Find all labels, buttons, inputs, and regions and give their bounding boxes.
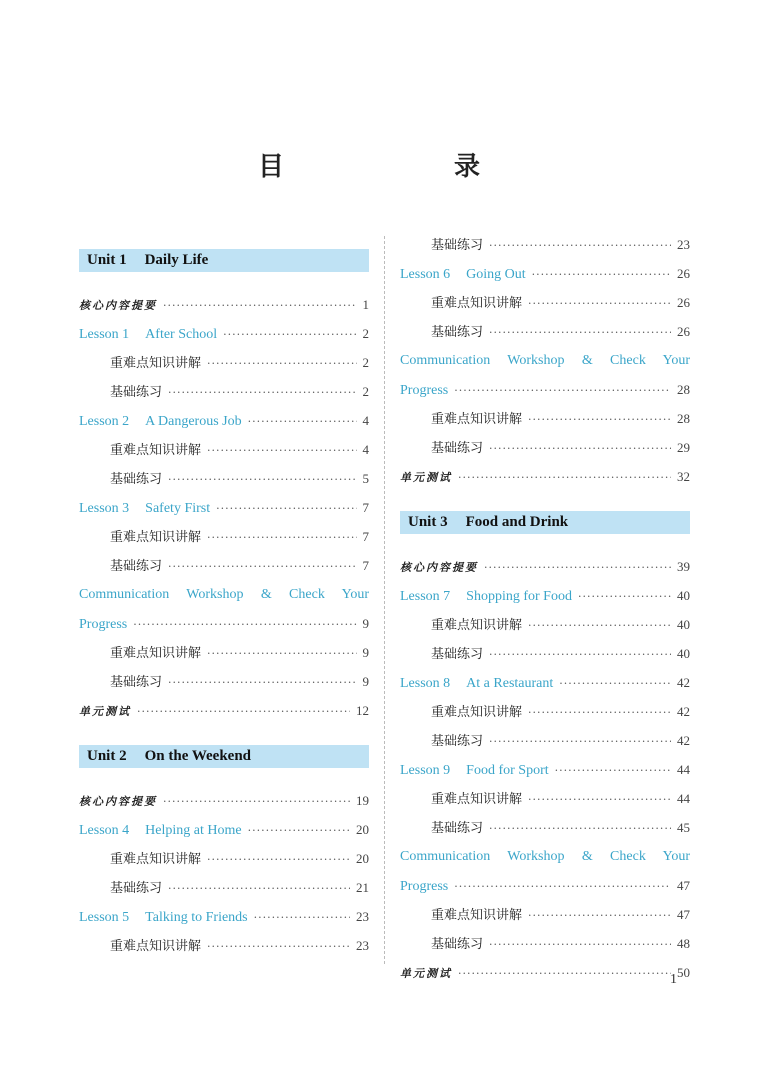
entry-page: 47 <box>677 907 690 922</box>
toc-entry-lesson-2[interactable] <box>79 406 369 435</box>
entry-page: 9 <box>362 645 369 660</box>
entry-label: 基础练习 <box>110 559 163 574</box>
leader-dots <box>489 930 671 958</box>
toc-entry-communication-workshop-cont[interactable] <box>400 871 690 900</box>
leader-dots <box>532 260 671 288</box>
leader-dots <box>207 932 350 960</box>
leader-dots <box>163 291 357 319</box>
toc-right-column <box>400 230 690 987</box>
toc-entry-communication-workshop[interactable] <box>79 580 369 609</box>
entry-page: 29 <box>677 440 690 455</box>
entry-label: 基础练习 <box>431 441 484 456</box>
lesson-number: Lesson 7 <box>400 589 451 604</box>
entry-label-line1: Communication Workshop & Check Your <box>400 849 690 864</box>
leader-dots <box>207 436 356 464</box>
toc-entry-key-points[interactable] <box>400 900 690 929</box>
leader-dots <box>454 872 671 900</box>
entry-label: 重难点知识讲解 <box>110 852 202 867</box>
leader-dots <box>528 698 671 726</box>
unit-1-header[interactable] <box>79 249 369 272</box>
entry-label: 基础练习 <box>431 937 484 952</box>
unit-2-header[interactable] <box>79 745 369 768</box>
toc-entry-exercises[interactable] <box>400 230 690 259</box>
leader-dots <box>484 553 671 581</box>
leader-dots <box>528 405 671 433</box>
toc-entry-exercises[interactable] <box>400 929 690 958</box>
entry-page: 4 <box>362 442 369 457</box>
toc-entry-communication-workshop[interactable] <box>400 842 690 871</box>
entry-page: 26 <box>677 266 690 281</box>
entry-label: 重难点知识讲解 <box>110 530 202 545</box>
lesson-name: A Dangerous Job <box>145 414 242 429</box>
entry-page: 39 <box>677 559 690 574</box>
entry-page: 7 <box>362 529 369 544</box>
entry-label: 基础练习 <box>431 325 484 340</box>
unit-3-header[interactable] <box>400 511 690 534</box>
lesson-number: Lesson 4 <box>79 823 130 838</box>
entry-label: 基础练习 <box>431 734 484 749</box>
toc-entry-lesson-4[interactable] <box>79 815 369 844</box>
lesson-name: Food for Sport <box>466 763 549 778</box>
entry-label-line2: Progress <box>400 383 449 398</box>
entry-page: 23 <box>356 938 369 953</box>
entry-page: 5 <box>362 471 369 486</box>
entry-label: 基础练习 <box>110 385 163 400</box>
page-number: 1 <box>670 972 677 987</box>
toc-entry-summary[interactable] <box>79 786 369 815</box>
toc-entry-unit-test[interactable] <box>400 958 690 987</box>
lesson-number: Lesson 6 <box>400 267 451 282</box>
entry-label: 基础练习 <box>431 238 484 253</box>
entry-label: 重难点知识讲解 <box>431 618 523 633</box>
leader-dots <box>248 816 350 844</box>
leader-dots <box>168 465 356 493</box>
lesson-number: Lesson 1 <box>79 327 130 342</box>
leader-dots <box>248 407 357 435</box>
leader-dots <box>489 318 671 346</box>
leader-dots <box>207 523 356 551</box>
leader-dots <box>489 727 671 755</box>
unit-number: Unit 3 <box>408 514 448 530</box>
entry-page: 21 <box>356 880 369 895</box>
entry-label: 单元测试 <box>79 705 131 718</box>
toc-entry-unit-test[interactable] <box>79 696 369 725</box>
leader-dots <box>454 376 671 404</box>
entry-page: 4 <box>362 413 369 428</box>
toc-entry-key-points[interactable] <box>400 784 690 813</box>
entry-page: 42 <box>677 675 690 690</box>
toc-entry-key-points[interactable] <box>79 844 369 873</box>
leader-dots <box>168 668 356 696</box>
entry-page: 44 <box>677 791 690 806</box>
leader-dots <box>528 611 671 639</box>
unit-name: Food and Drink <box>465 514 569 530</box>
entry-page: 26 <box>677 324 690 339</box>
toc-entry-lesson-6[interactable] <box>400 259 690 288</box>
toc-entry-unit-test[interactable] <box>400 462 690 491</box>
entry-label: 核心内容提要 <box>79 795 157 808</box>
lesson-number: Lesson 2 <box>79 414 130 429</box>
entry-page: 2 <box>362 326 369 341</box>
unit-number: Unit 1 <box>87 252 127 268</box>
entry-label: 重难点知识讲解 <box>431 705 523 720</box>
entry-page: 7 <box>362 558 369 573</box>
entry-page: 45 <box>677 820 690 835</box>
entry-page: 50 <box>677 965 690 980</box>
entry-label-line1: Communication Workshop & Check Your <box>79 587 369 602</box>
toc-entry-summary[interactable] <box>400 552 690 581</box>
toc-entry-exercises[interactable] <box>400 317 690 346</box>
leader-dots <box>489 231 671 259</box>
leader-dots <box>559 669 671 697</box>
toc-entry-lesson-5[interactable] <box>79 902 369 931</box>
leader-dots <box>254 903 350 931</box>
entry-label: 基础练习 <box>431 821 484 836</box>
toc-entry-exercises[interactable] <box>79 667 369 696</box>
entry-label: 重难点知识讲解 <box>110 356 202 371</box>
lesson-name: Helping at Home <box>145 823 242 838</box>
entry-page: 40 <box>677 646 690 661</box>
leader-dots <box>528 289 671 317</box>
toc-entry-exercises[interactable] <box>400 813 690 842</box>
entry-label: 单元测试 <box>400 471 452 484</box>
leader-dots <box>168 552 356 580</box>
leader-dots <box>458 463 671 491</box>
column-divider <box>384 236 385 964</box>
entry-label: 单元测试 <box>400 967 452 980</box>
toc-entry-lesson-3[interactable] <box>79 493 369 522</box>
entry-label: 基础练习 <box>431 647 484 662</box>
toc-entry-lesson-1[interactable] <box>79 319 369 348</box>
entry-label: 核心内容提要 <box>400 561 478 574</box>
leader-dots <box>223 320 356 348</box>
toc-entry-exercises[interactable] <box>79 464 369 493</box>
entry-page: 23 <box>677 237 690 252</box>
page-title: 目 录 <box>257 152 552 182</box>
lesson-number: Lesson 8 <box>400 676 451 691</box>
entry-label: 基础练习 <box>110 675 163 690</box>
entry-label: 核心内容提要 <box>79 299 157 312</box>
toc-entry-key-points[interactable] <box>79 522 369 551</box>
leader-dots <box>489 640 671 668</box>
leader-dots <box>489 814 671 842</box>
leader-dots <box>168 874 350 902</box>
leader-dots <box>216 494 356 522</box>
toc-entry-exercises[interactable] <box>79 873 369 902</box>
toc-entry-exercises[interactable] <box>400 433 690 462</box>
leader-dots <box>489 434 671 462</box>
lesson-name: At a Restaurant <box>466 676 554 691</box>
entry-page: 9 <box>362 616 369 631</box>
entry-label-line2: Progress <box>79 617 128 632</box>
toc-entry-key-points[interactable] <box>400 404 690 433</box>
leader-dots <box>163 787 350 815</box>
lesson-name: Safety First <box>145 501 211 516</box>
entry-label: 重难点知识讲解 <box>110 443 202 458</box>
lesson-name: Shopping for Food <box>466 589 572 604</box>
lesson-number: Lesson 9 <box>400 763 451 778</box>
toc-entry-communication-workshop-cont[interactable] <box>79 609 369 638</box>
entry-page: 20 <box>356 851 369 866</box>
entry-page: 2 <box>362 384 369 399</box>
leader-dots <box>137 697 350 725</box>
entry-page: 7 <box>362 500 369 515</box>
entry-label-line2: Progress <box>400 879 449 894</box>
entry-page: 19 <box>356 793 369 808</box>
lesson-number: Lesson 3 <box>79 501 130 516</box>
toc-left-column <box>79 249 369 960</box>
toc-entry-lesson-7[interactable] <box>400 581 690 610</box>
entry-label-line1: Communication Workshop & Check Your <box>400 353 690 368</box>
entry-page: 44 <box>677 762 690 777</box>
entry-label: 重难点知识讲解 <box>110 646 202 661</box>
toc-entry-communication-workshop-cont[interactable] <box>400 375 690 404</box>
entry-label: 重难点知识讲解 <box>431 792 523 807</box>
lesson-name: Going Out <box>466 267 526 282</box>
entry-page: 28 <box>677 382 690 397</box>
toc-entry-key-points[interactable] <box>400 610 690 639</box>
entry-page: 12 <box>356 703 369 718</box>
toc-entry-key-points[interactable] <box>79 348 369 377</box>
entry-page: 42 <box>677 733 690 748</box>
toc-entry-summary[interactable] <box>79 290 369 319</box>
unit-number: Unit 2 <box>87 748 127 764</box>
entry-page: 42 <box>677 704 690 719</box>
entry-page: 26 <box>677 295 690 310</box>
toc-entry-communication-workshop[interactable] <box>400 346 690 375</box>
leader-dots <box>133 610 356 638</box>
entry-label: 重难点知识讲解 <box>431 412 523 427</box>
leader-dots <box>555 756 671 784</box>
lesson-name: Talking to Friends <box>145 910 248 925</box>
lesson-number: Lesson 5 <box>79 910 130 925</box>
entry-page: 23 <box>356 909 369 924</box>
toc-entry-key-points[interactable] <box>400 288 690 317</box>
toc-entry-exercises[interactable] <box>400 726 690 755</box>
entry-page: 9 <box>362 674 369 689</box>
entry-page: 1 <box>362 297 369 312</box>
entry-page: 28 <box>677 411 690 426</box>
toc-entry-key-points[interactable] <box>79 931 369 960</box>
leader-dots <box>168 378 356 406</box>
entry-page: 20 <box>356 822 369 837</box>
toc-entry-key-points[interactable] <box>400 697 690 726</box>
leader-dots <box>207 639 356 667</box>
toc-entry-lesson-9[interactable] <box>400 755 690 784</box>
entry-page: 40 <box>677 617 690 632</box>
unit-name: On the Weekend <box>144 748 251 764</box>
leader-dots <box>207 349 356 377</box>
toc-entry-exercises[interactable] <box>79 377 369 406</box>
entry-label: 重难点知识讲解 <box>431 296 523 311</box>
leader-dots <box>207 845 350 873</box>
unit-name: Daily Life <box>144 252 209 268</box>
toc-entry-exercises[interactable] <box>79 551 369 580</box>
entry-label: 重难点知识讲解 <box>110 939 202 954</box>
entry-page: 40 <box>677 588 690 603</box>
leader-dots <box>458 959 671 987</box>
lesson-name: After School <box>145 327 218 342</box>
entry-label: 基础练习 <box>110 881 163 896</box>
entry-label: 基础练习 <box>110 472 163 487</box>
toc-entry-key-points[interactable] <box>79 435 369 464</box>
entry-page: 32 <box>677 469 690 484</box>
leader-dots <box>578 582 671 610</box>
entry-page: 2 <box>362 355 369 370</box>
entry-page: 48 <box>677 936 690 951</box>
leader-dots <box>528 901 671 929</box>
toc-entry-exercises[interactable] <box>400 639 690 668</box>
leader-dots <box>528 785 671 813</box>
entry-label: 重难点知识讲解 <box>431 908 523 923</box>
toc-entry-lesson-8[interactable] <box>400 668 690 697</box>
toc-entry-key-points[interactable] <box>79 638 369 667</box>
entry-page: 47 <box>677 878 690 893</box>
